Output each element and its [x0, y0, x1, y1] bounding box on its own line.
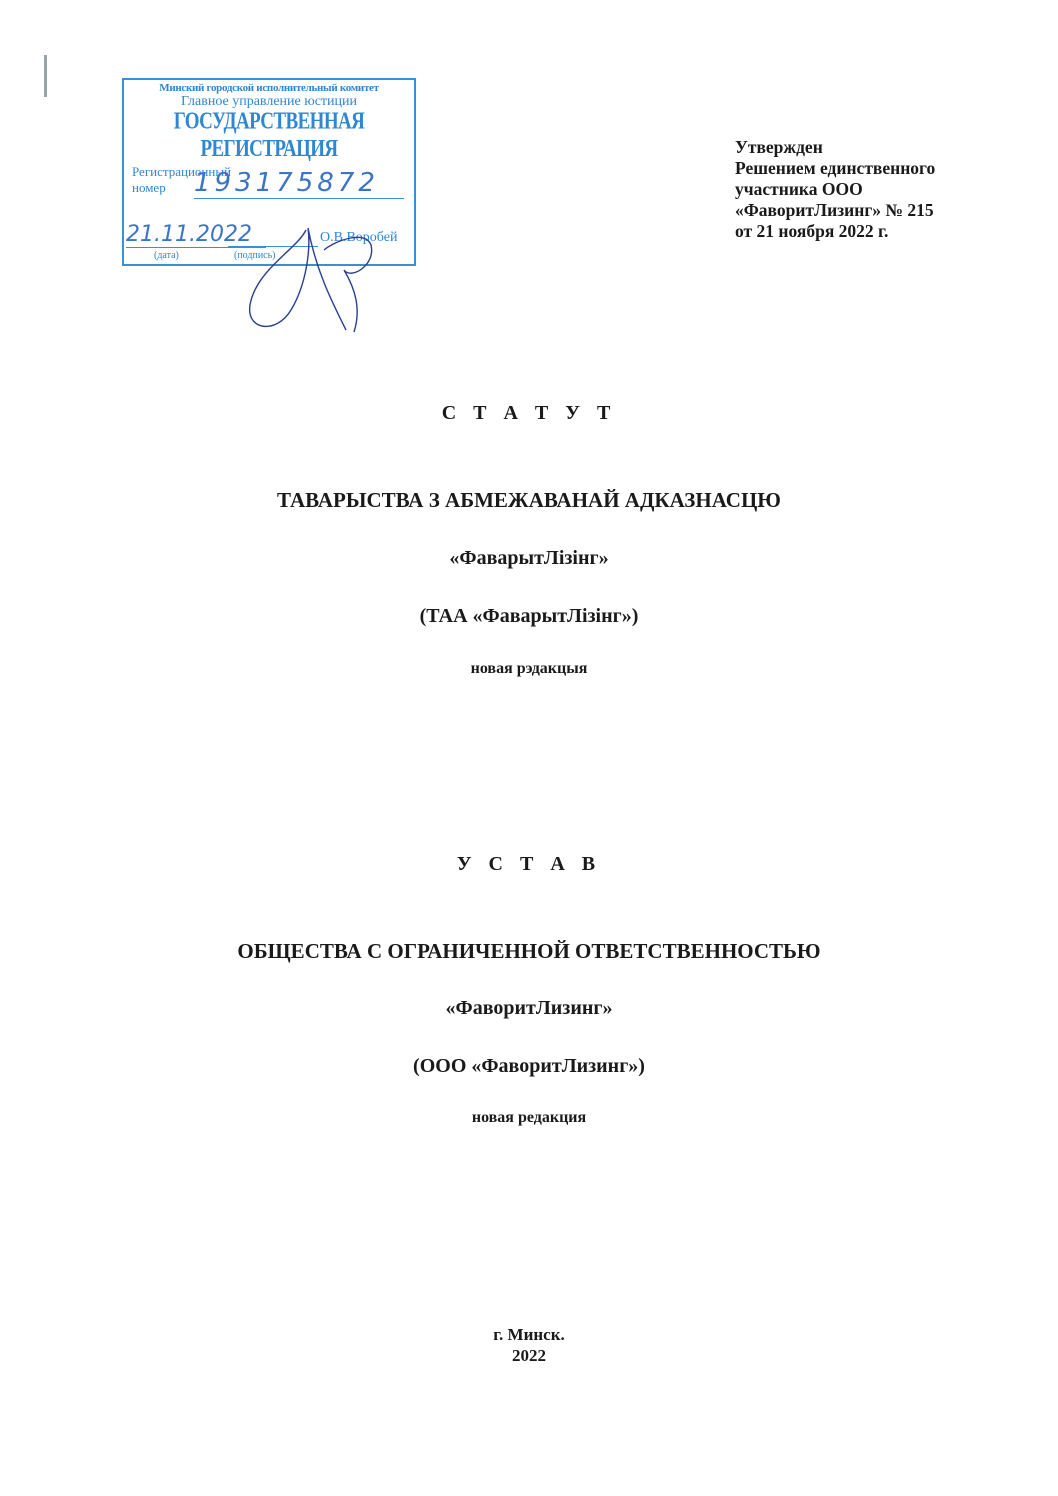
by-name: «ФаварытЛізінг»: [449, 547, 609, 569]
by-edition: новая рэдакцыя: [470, 660, 588, 677]
stamp-signer: О.В.Воробей: [320, 230, 398, 245]
stamp-heading: ГОСУДАРСТВЕННАЯ РЕГИСТРАЦИЯ: [173, 108, 365, 163]
ru-org-type: ОБЩЕСТВА С ОГРАНИЧЕННОЙ ОТВЕТСТВЕННОСТЬЮ: [237, 939, 821, 963]
scan-mark: [44, 55, 47, 97]
stamp-num-label: номер: [132, 180, 166, 195]
handwritten-signature-icon: [236, 210, 396, 340]
ru-short-name: (ООО «ФаворитЛизинг»): [413, 1055, 645, 1077]
by-title: С Т А Т У Т: [441, 402, 617, 424]
approval-block: [735, 137, 935, 242]
approval-line: «ФаворитЛизинг» № 215: [735, 200, 934, 220]
stamp-reg-label: Регистрационный: [132, 164, 232, 179]
approval-line: от 21 ноября 2022 г.: [735, 221, 889, 241]
by-org-type: ТАВАРЫСТВА З АБМЕЖАВАНАЙ АДКАЗНАСЦЮ: [277, 488, 781, 512]
approval-line: Утвержден: [735, 137, 823, 157]
stamp-reg-number: 193175872: [194, 168, 404, 199]
stamp-caption-sign: (подпись): [234, 250, 276, 261]
footer-city: г. Минск.: [493, 1325, 565, 1344]
ru-name: «ФаворитЛизинг»: [445, 997, 613, 1019]
stamp-caption-date: (дата): [154, 250, 179, 261]
stamp-department: Главное управление юстиции: [180, 94, 358, 109]
stamp-issuer: Минский городской исполнительный комитет: [159, 82, 379, 94]
approval-line: Решением единственного: [735, 158, 936, 178]
by-short-name: (ТАА «ФаварытЛізінг»): [419, 605, 639, 627]
ru-edition: новая редакция: [471, 1109, 587, 1126]
approval-line: участника ООО: [735, 179, 863, 199]
ru-title: У С Т А В: [456, 853, 602, 875]
stamp-date: 21.11.2022: [126, 222, 266, 248]
footer-year: 2022: [512, 1346, 546, 1365]
